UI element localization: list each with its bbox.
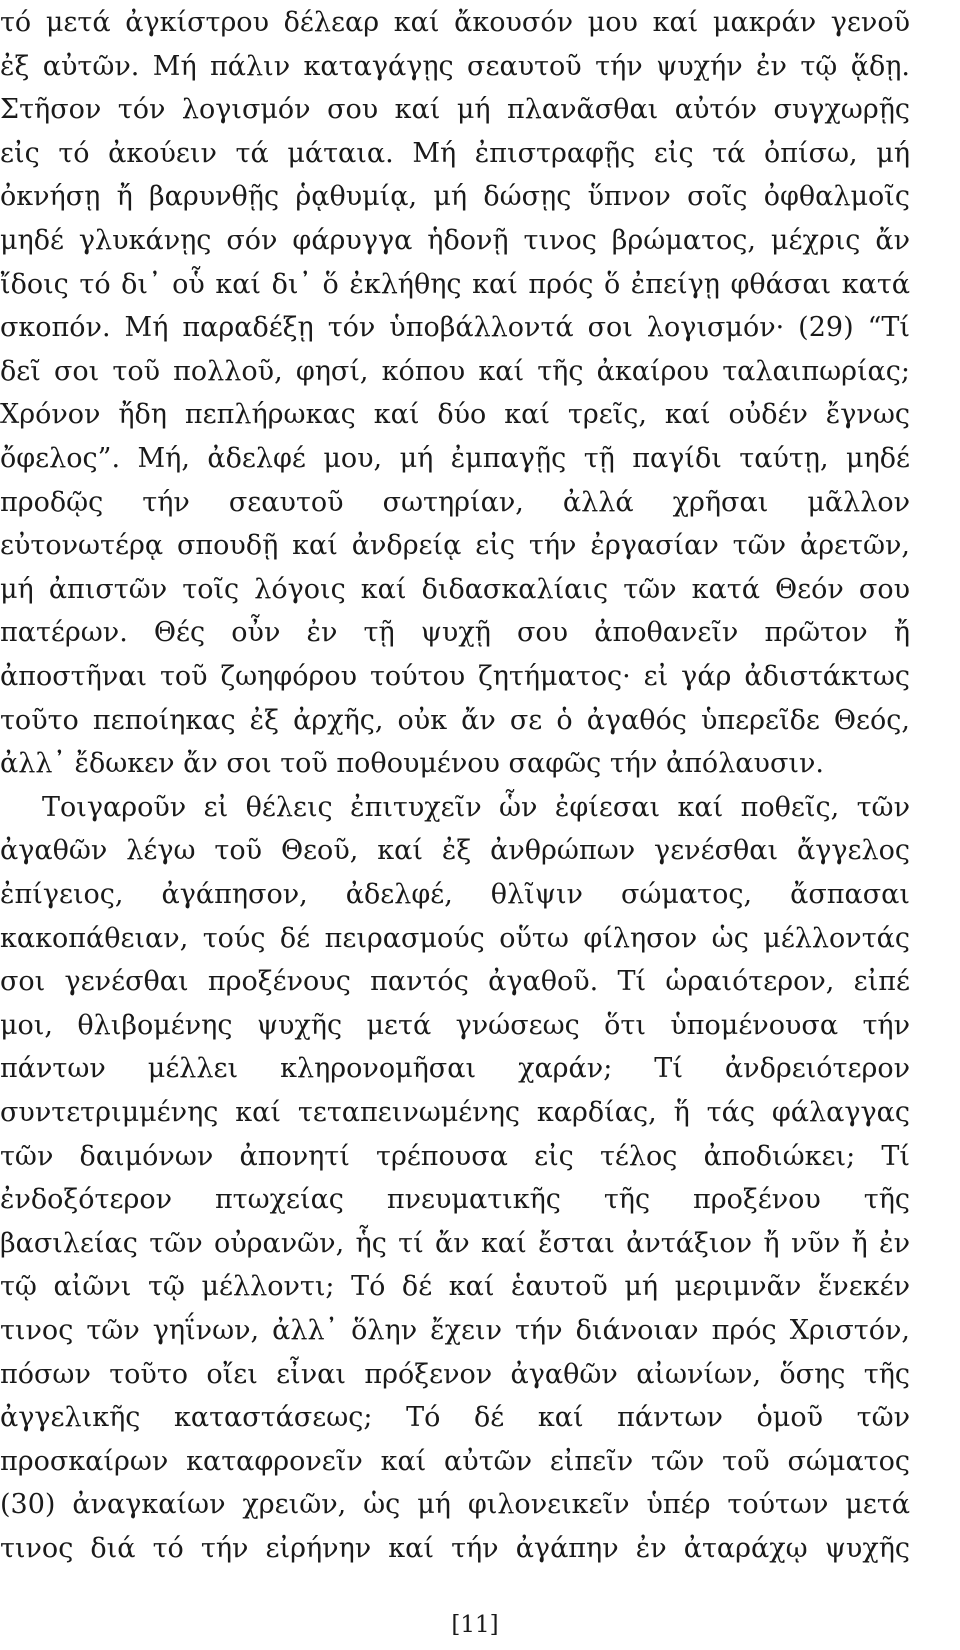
text-line: πάντων μέλλει κληρονομῆσαι χαράν; Τί ἀνδρειότερον — [0, 1053, 910, 1085]
text-line: τοῦτο πεποίηκας ἐξ ἀρχῆς, οὐκ ἄν σε ὁ ἀγαθός ὑπερεῖδε Θεός, — [0, 704, 910, 736]
text-line: δεῖ σοι τοῦ πολλοῦ, φησί, κόπου καί τῆς ἀκαίρου ταλαιπωρίας; — [0, 355, 910, 387]
text-line: προδῷς τήν σεαυτοῦ σωτηρίαν, ἀλλά χρῆσαι μᾶλλον — [0, 486, 910, 518]
text-line: ἴδοις τό δι᾽ οὗ καί δι᾽ ὅ ἐκλήθης καί πρός ὅ ἐπείγῃ φθάσαι κατά — [0, 268, 910, 300]
text-line: ὄφελος”. Μή, ἀδελφέ μου, μή ἐμπαγῇς τῇ παγίδι ταύτῃ, μηδέ — [0, 443, 910, 474]
text-line: πόσων τοῦτο οἴει εἶναι πρόξενον ἀγαθῶν αἰωνίων, ὅσης τῆς — [0, 1358, 910, 1390]
text-line: μοι, θλιβομένης ψυχῆς μετά γνώσεως ὅτι ὑπομένουσα τήν — [0, 1009, 910, 1041]
text-line: σκοπόν. Μή παραδέξῃ τόν ὑποβάλλοντά σοι λογισμόν· (29) “Τί — [0, 312, 910, 344]
text-line: Χρόνον ἤδη πεπλήρωκας καί δύο καί τρεῖς, καί οὐδέν ἔγνως — [0, 399, 910, 431]
text-line: εὐτονωτέρᾳ σπουδῇ καί ἀνδρείᾳ εἰς τήν ἐργασίαν τῶν ἀρετῶν, — [0, 530, 910, 562]
text-line: ἀγγελικῆς καταστάσεως; Τό δέ καί πάντων ὁμοῦ τῶν — [0, 1402, 910, 1434]
text-line: ἐξ αὐτῶν. Μή πάλιν καταγάγῃς σεαυτοῦ τήν ψυχήν ἐν τῷ ᾅδῃ. — [0, 50, 910, 82]
text-line: πατέρων. Θές οὖν ἐν τῇ ψυχῇ σου ἀποθανεῖν πρῶτον ἤ — [0, 617, 910, 649]
text-line: τῷ αἰῶνι τῷ μέλλοντι; Τό δέ καί ἑαυτοῦ μή μεριμνᾶν ἕνεκέν — [0, 1271, 910, 1303]
text-line: ἐπίγειος, ἀγάπησον, ἀδελφέ, θλῖψιν σώματος, ἄσπασαι — [0, 879, 910, 910]
text-line: προσκαίρων καταφρονεῖν καί αὐτῶν εἰπεῖν τῶν τοῦ σώματος — [0, 1445, 910, 1477]
text-line: μηδέ γλυκάνῃς σόν φάρυγγα ἡδονῇ τινος βρώματος, μέχρις ἄν — [0, 225, 910, 256]
text-line: (30) ἀναγκαίων χρειῶν, ὡς μή φιλονεικεῖν ὑπέρ τούτων μετά — [0, 1489, 910, 1521]
text-line: ἀγαθῶν λέγω τοῦ Θεοῦ, καί ἐξ ἀνθρώπων γενέσθαι ἄγγελος — [0, 835, 910, 867]
text-line: Τοιγαροῦν εἰ θέλεις ἐπιτυχεῖν ὧν ἐφίεσαι καί ποθεῖς, τῶν — [42, 791, 910, 823]
text-line: ἐνδοξότερον πτωχείας πνευματικῆς τῆς προξένου τῆς — [0, 1184, 910, 1216]
text-line: μή ἀπιστῶν τοῖς λόγοις καί διδασκαλίαις τῶν κατά Θεόν σου — [0, 573, 910, 605]
text-line: τινος διά τό τήν εἰρήνην καί τήν ἀγάπην ἐν ἀταράχῳ ψυχῆς — [0, 1533, 910, 1564]
text-line: τῶν δαιμόνων ἀπονητί τρέπουσα εἰς τέλος ἀποδιώκει; Τί — [0, 1140, 910, 1172]
text-line: βασιλείας τῶν οὐρανῶν, ἧς τί ἄν καί ἔσται ἀντάξιον ἤ νῦν ἤ ἐν — [0, 1227, 910, 1259]
text-line: ὀκνήσῃ ἤ βαρυνθῇς ῥᾳθυμίᾳ, μή δώσῃς ὕπνον σοῖς ὀφθαλμοῖς — [0, 181, 910, 213]
text-line: ἀποστῆναι τοῦ ζωηφόρου τούτου ζητήματος· εἰ γάρ ἀδιστάκτως — [0, 661, 910, 692]
text-line: τινος τῶν γηΐνων, ἀλλ᾽ ὅλην ἔχειν τήν διάνοιαν πρός Χριστόν, — [0, 1315, 910, 1346]
text-line: Στῆσον τόν λογισμόν σου καί μή πλανᾶσθαι αὐτόν συγχωρῇς — [0, 94, 910, 126]
text-line: κακοπάθειαν, τούς δέ πειρασμούς οὕτω φίλησον ὡς μέλλοντάς — [0, 922, 910, 954]
text-line: εἰς τό ἀκούειν τά μάταια. Μή ἐπιστραφῇς εἰς τά ὀπίσω, μή — [0, 137, 910, 169]
text-line: ἀλλ᾽ ἔδωκεν ἄν σοι τοῦ ποθουμένου σαφῶς τήν ἀπόλαυσιν. — [0, 748, 824, 780]
page-number: [11] — [451, 1612, 499, 1638]
text-line: σοι γενέσθαι προξένους παντός ἀγαθοῦ. Τί ὡραιότερον, εἰπέ — [0, 966, 910, 998]
text-line: συντετριμμένης καί τεταπεινωμένης καρδίας, ἥ τάς φάλαγγας — [0, 1097, 910, 1128]
text-line: τό μετά ἀγκίστρου δέλεαρ καί ἄκουσόν μου καί μακράν γενοῦ — [0, 7, 910, 38]
